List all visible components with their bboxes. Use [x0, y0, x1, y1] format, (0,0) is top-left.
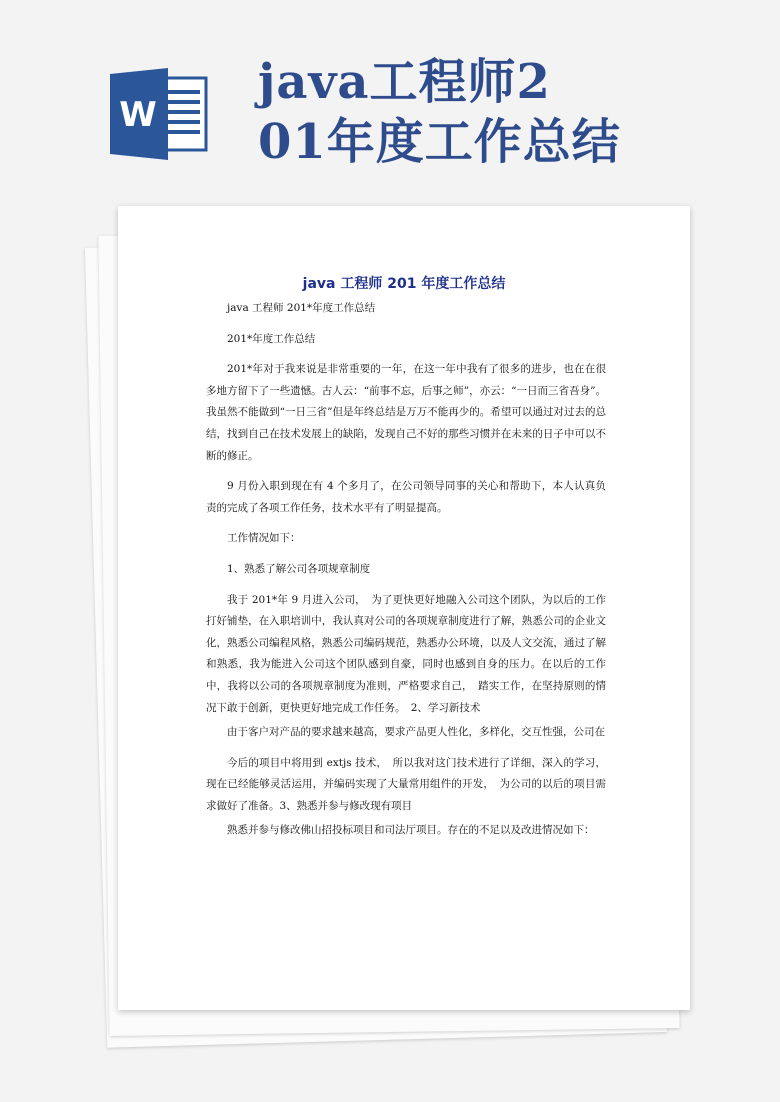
doc-paragraph: 工作情况如下： [227, 532, 301, 545]
page-title [258, 52, 698, 172]
doc-paragraph: 熟悉并参与修改佛山招投标项目和司法厅项目。存在的不足以及改进情况如下： [227, 824, 595, 837]
document-body [206, 298, 606, 851]
doc-paragraph: 1、熟悉了解公司各项规章制度 [227, 562, 371, 575]
doc-paragraph: 201*年对于我来说是非常重要的一年，在这一年中我有了很多的进步，也在在很多地方留下了一些遗憾。古人云：“前事不忘，后事之师”，亦云：“一日而三省吾身”。我虽然不能做到“一日三省”但是年终总结是万万不能再少的。希望可以通过对过去的总结，找到自己在技术发展上的缺陷，发现自己不好的那些习惯并在未来的日子中可以不断的修正。 [206, 363, 606, 462]
page-title-line1: java工程师2 [258, 54, 551, 110]
doc-paragraph: 今后的项目中将用到 extjs 技术， 所以我对这门技术进行了详细，深入的学习，现在已经能够灵活运用，并编码实现了大量常用组件的开发， 为公司的以后的项目需求做好了准备。3、熟悉并参与修改现有项目 [206, 756, 606, 812]
doc-paragraph: 我于 201*年 9 月进入公司， 为了更快更好地融入公司这个团队，为以后的工作打好铺垫，在入职培训中，我认真对公司的各项规章制度进行了解，熟悉公司的企业文化，熟悉公司编程风格，熟悉公司编码规范，熟悉办公环境，以及人文交流，通过了解和熟悉，我为能进入公司这个团队感到自豪，同时也感到自身的压力。在以后的工作中，我将以公司的各项规章制度为准则，严格要求自己， 踏实工作，在坚持原则的情况下敢于创新，更快更好地完成工作任务。 2、学习新技术 [206, 593, 606, 714]
doc-paragraph: 201*年度工作总结 [227, 332, 316, 345]
document-page [118, 206, 690, 1010]
page-title-line2: 01年度工作总结 [258, 114, 621, 170]
doc-paragraph: 9 月份入职到现在有 4 个多月了，在公司领导同事的关心和帮助下，本人认真负责的完成了各项工作任务，技术水平有了明显提高。 [206, 480, 606, 514]
document-title: java 工程师 201 年度工作总结 [302, 276, 506, 292]
word-document-icon [110, 68, 210, 160]
word-logo-letter: W [119, 95, 157, 135]
doc-paragraph: 由于客户对产品的要求越来越高，要求产品更人性化，多样化，交互性强，公司在 [227, 726, 605, 739]
doc-paragraph: java 工程师 201*年度工作总结 [227, 302, 376, 314]
